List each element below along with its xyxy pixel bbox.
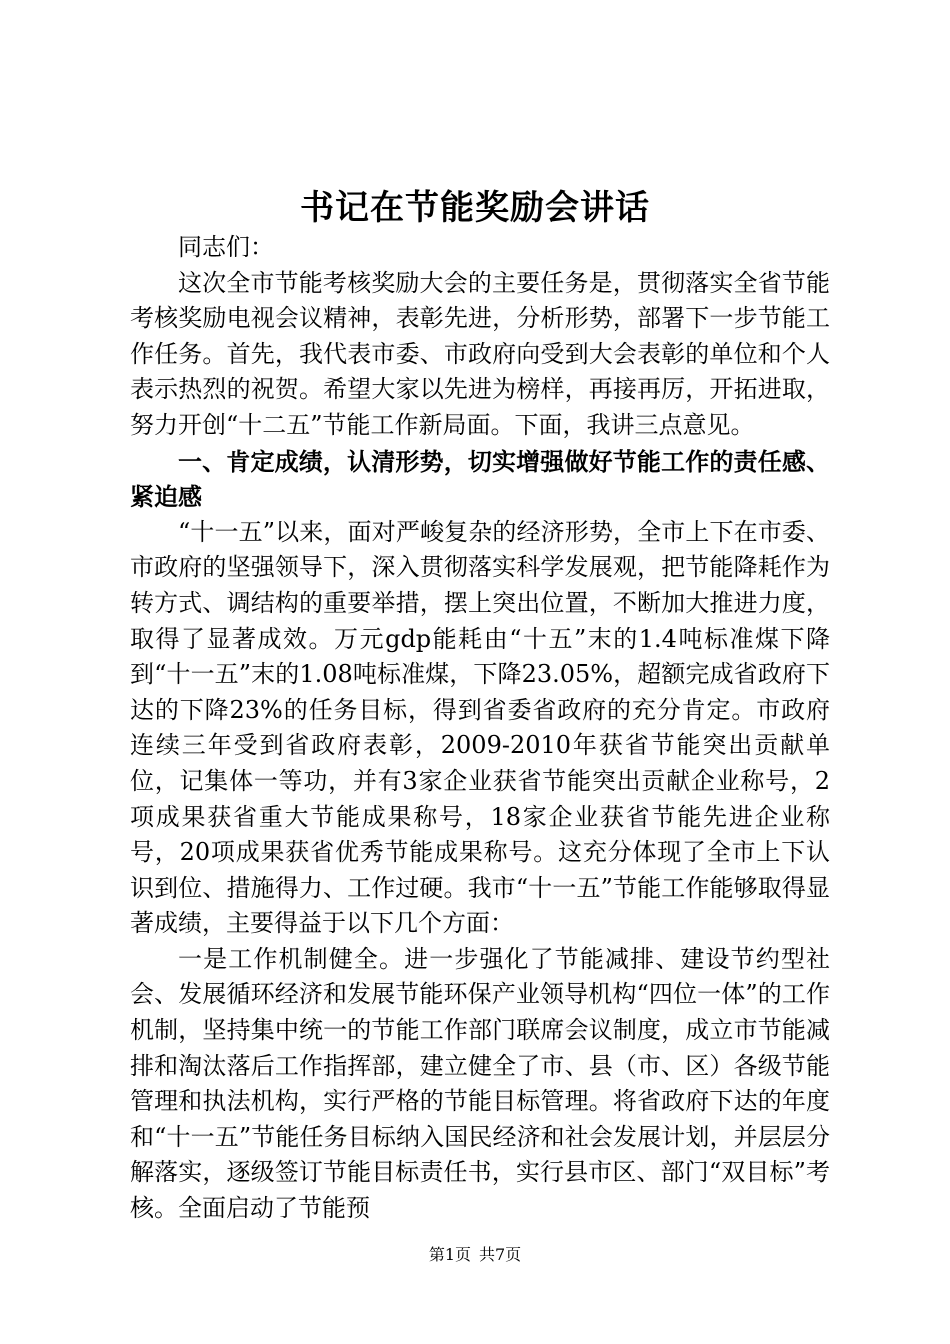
section-heading: 一、肯定成绩，认清形势，切实增强做好节能工作的责任感、紧迫感 <box>130 446 830 512</box>
document-title: 书记在节能奖励会讲话 <box>300 188 650 228</box>
document-body <box>130 230 830 1227</box>
salutation-paragraph: 同志们： <box>178 233 274 261</box>
mechanism-paragraph: 一是工作机制健全。进一步强化了节能减排、建设节约型社会、发展循环经济和发展节能环保产业领导机构“四位一体”的工作机制，坚持集中统一的节能工作部门联席会议制度，成立市节能减排和淘汰落后工作指挥部，建立健全了市、县（市、区）各级节能管理和执法机构，实行严格的节能目标管理。将省政府下达的年度和“十一五”节能任务目标纳入国民经济和社会发展计划，并层层分解落实，逐级签订节能目标责任书，实行县市区、部门“双目标”考核。全面启动了节能预 <box>130 944 830 1223</box>
page-footer <box>0 1244 950 1266</box>
achievements-paragraph: “十一五”以来，面对严峻复杂的经济形势，全市上下在市委、市政府的坚强领导下，深入贯彻落实科学发展观，把节能降耗作为转方式、调结构的重要举措，摆上突出位置，不断加大推进力度，取得了显著成效。万元gdp能耗由“十五”末的1.4吨标准煤下降到“十一五”末的1.08吨标准煤，下降23.05%，超额完成省政府下达的下降23%的任务目标，得到省委省政府的充分肯定。市政府连续三年受到省政府表彰，2009-2010年获省节能突出贡献单位，记集体一等功，并有3家企业获省节能突出贡献企业称号，2项成果获省重大节能成果称号，18家企业获省节能先进企业称号，20项成果获省优秀节能成果称号。这充分体现了全市上下认识到位、措施得力、工作过硬。我市“十一五”节能工作能够取得显著成绩，主要得益于以下几个方面： <box>130 517 830 938</box>
intro-paragraph: 这次全市节能考核奖励大会的主要任务是，贯彻落实全省节能考核奖励电视会议精神，表彰先进，分析形势，部署下一步节能工作任务。首先，我代表市委、市政府向受到大会表彰的单位和个人表示热烈的祝贺。希望大家以先进为榜样，再接再厉，开拓进取，努力开创“十二五”节能工作新局面。下面，我讲三点意见。 <box>130 268 830 439</box>
page-total: 共7页 <box>479 1245 522 1264</box>
page-number: 第1页 <box>428 1245 471 1264</box>
